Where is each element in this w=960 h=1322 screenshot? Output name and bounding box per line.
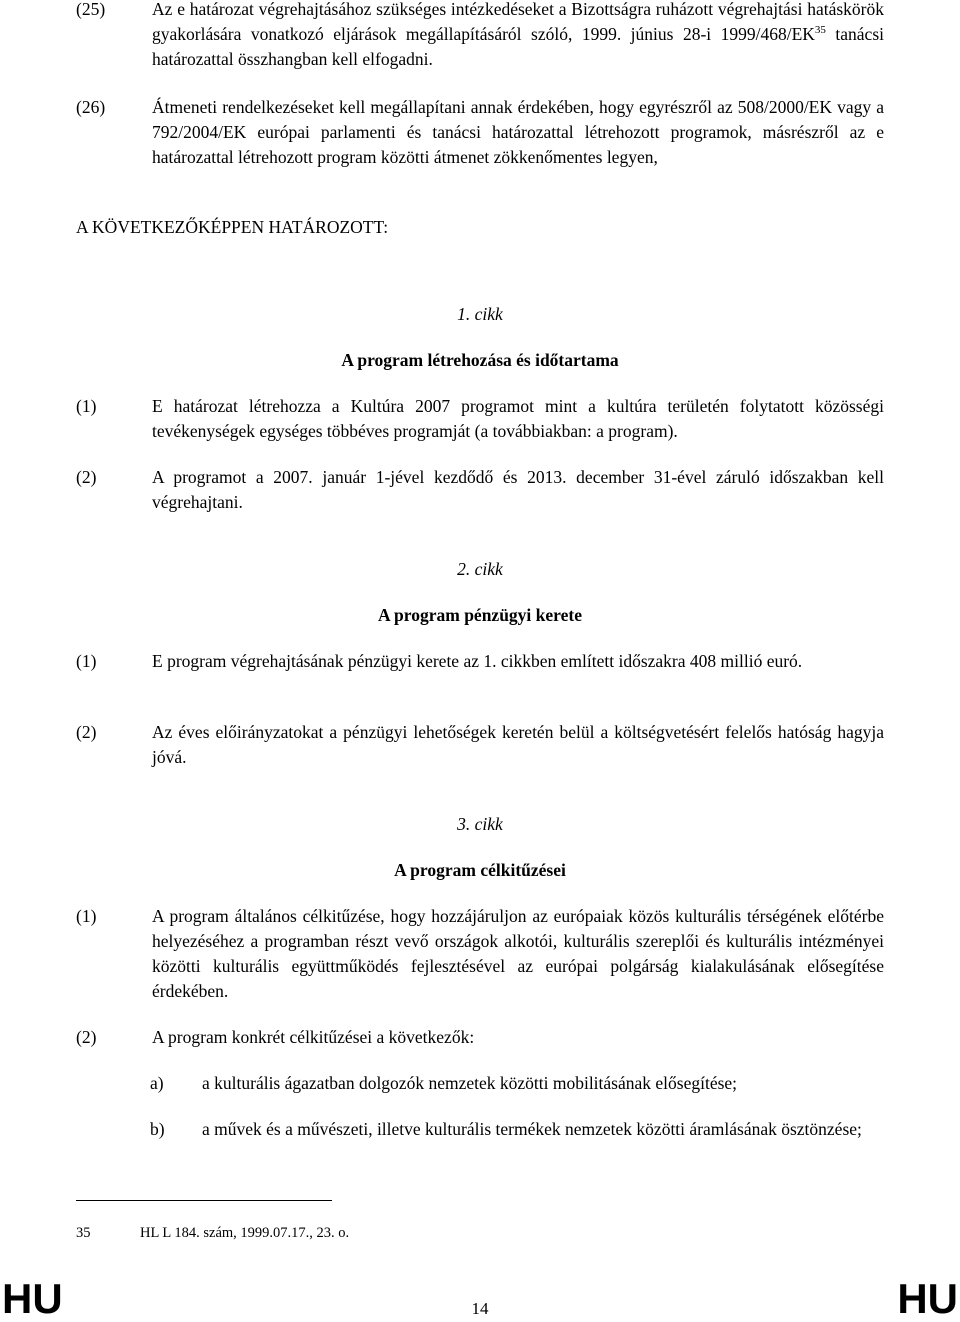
article-3-item-2	[76, 1025, 884, 1050]
language-code-left: HU	[2, 1275, 63, 1322]
subitem-letter: b)	[150, 1119, 165, 1139]
article-3-item-1	[76, 904, 884, 1004]
item-number: (1)	[76, 396, 97, 416]
recital-text: Az e határozat végrehajtásához szükséges intézkedéseket a Bizottságra ruházott végrehajtási hatáskörök gyakorlására vonatkozó eljárások megállapításáról szóló, 1999. június 28-i 1999/468/EK$^{35}$ tanácsi határozattal összhangban kell elfogadni.	[152, 0, 884, 69]
article-2-label: 2. cikk	[457, 559, 503, 579]
article-1-label: 1. cikk	[457, 304, 503, 324]
footnote-ref: 35	[814, 24, 826, 37]
item-text: Az éves előirányzatokat a pénzügyi lehetőségek keretén belül a költségvetésért felelős hatóság hagyja jóvá.	[152, 722, 884, 767]
article-3-heading: A program célkitűzései	[394, 860, 566, 880]
recital-number: (26)	[76, 97, 106, 117]
recital-text: Átmeneti rendelkezéseket kell megállapítani annak érdekében, hogy egyrészről az 508/2000/EK vagy a 792/2004/EK európai parlamenti és tanácsi határozattal létrehozott programok, másrészről az e határozattal létrehozott program közötti átmenet zökkenőmentes legyen,	[152, 97, 884, 167]
subitem-text: a művek és a művészeti, illetve kulturális termékek nemzetek közötti áramlásának ösztönzése;	[202, 1119, 862, 1139]
footnote-separator	[76, 1200, 332, 1201]
article-1-heading: A program létrehozása és időtartama	[341, 350, 619, 370]
footnote-text: HL L 184. szám, 1999.07.17., 23. o.	[140, 1225, 350, 1241]
recital-25	[76, 0, 884, 72]
decision-line: A KÖVETKEZŐKÉPPEN HATÁROZOTT:	[76, 217, 389, 237]
item-number: (1)	[76, 906, 97, 926]
item-number: (2)	[76, 467, 97, 487]
item-text: A program általános célkitűzése, hogy hozzájáruljon az európaiak közös kulturális térségének előtérbe helyezéséhez a programban részt vevő országok alkotói, kulturális szereplői és kulturális intézményei közötti kulturális együttműködés fejlesztésével az európai polgárság kialakulásának elősegítése érdekében.	[152, 906, 884, 1001]
article-1-item-1	[76, 394, 884, 444]
article-3-label: 3. cikk	[457, 814, 503, 834]
item-text: E határozat létrehozza a Kultúra 2007 programot mint a kultúra területén folytatott közösségi tevékenységek egységes többéves programját (a továbbiakban: a program).	[152, 396, 884, 441]
recital-26	[76, 95, 884, 170]
item-text: A program konkrét célkitűzései a következők:	[152, 1027, 475, 1047]
subitem-letter: a)	[150, 1073, 164, 1093]
article-1-item-2	[76, 465, 884, 515]
item-number: (2)	[76, 1027, 97, 1047]
article-2-heading: A program pénzügyi kerete	[378, 605, 582, 625]
article-2-item-1	[76, 649, 884, 674]
footnote-number: 35	[76, 1225, 91, 1241]
language-code-right: HU	[897, 1275, 958, 1322]
item-text: E program végrehajtásának pénzügyi kerete az 1. cikkben említett időszakra 408 millió euró.	[152, 651, 803, 671]
item-text: A programot a 2007. január 1-jével kezdődő és 2013. december 31-ével záruló időszakban kell végrehajtani.	[152, 467, 884, 512]
item-number: (1)	[76, 651, 97, 671]
article-3-subitem-b	[150, 1117, 884, 1142]
subitem-text: a kulturális ágazatban dolgozók nemzetek közötti mobilitásának elősegítése;	[202, 1073, 738, 1093]
article-2-item-2	[76, 720, 884, 770]
article-3-subitem-a	[150, 1071, 884, 1096]
recital-number: (25)	[76, 0, 106, 19]
footnote	[76, 1223, 349, 1243]
page-number: 14	[471, 1299, 489, 1318]
item-number: (2)	[76, 722, 97, 742]
